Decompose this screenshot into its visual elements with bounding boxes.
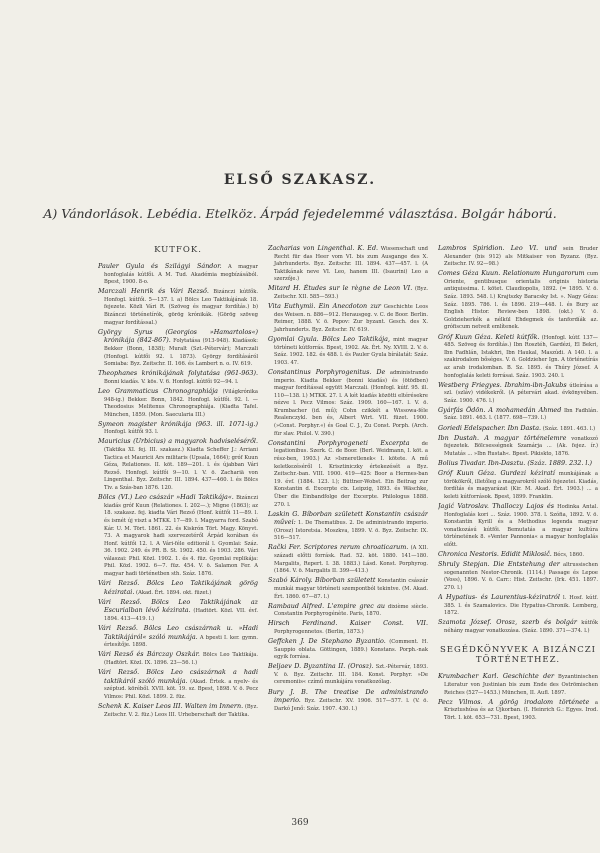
bibliography-entry bbox=[98, 263, 258, 287]
entry-author-title: Schenk K. Kaiser Leos III. Walten im Innern. bbox=[98, 701, 244, 710]
bibliography-entry bbox=[438, 699, 598, 723]
entry-author-title: Geffcken J. De Stephano Byzantio. bbox=[268, 637, 386, 645]
entry-details: administrando imperio. Kiadta Bekker (bonni kiadás) és (ötödben) magyar fordítással együtt Marczali. (Honfogl. kútf. 95. ill. 110—138. l.) MTKK. 27. l. A két kiadás közötti eltérésekre nézve l. Pecz Vilmos: Száz. 1909. 160—167. l. V. ö. Krumbacher (id. mű); Cohn czikkét a Wissowa-féle Realenczykl. ben és, Albert Wirt. VII. füzet. 1900. (»Const. Porphyr.«) és Goal C. J., Zu Const. Porph. (Arch. für slav. Philol. V. 390.) bbox=[274, 369, 428, 437]
bibliography-entry bbox=[268, 245, 428, 284]
entry-author-title: Vári Rezső. Bölcs Leo császárnak u. »Hadi Taktikájáról« szóló munkája. bbox=[98, 624, 258, 641]
entry-author-title: Vári Rezső és Bárczay Oszkár. bbox=[98, 650, 200, 659]
entry-details: munkájának a törökökről, illetőleg a magyarokról szóló fejezetei. Kiadás, fordítás és magyarázat (Kir. M. Akad. Ért. 1903.) ... a keleti kútforrások. Bpest, 1899. Franklin. bbox=[444, 471, 598, 500]
entry-author-title: Zacharias von Lingenthal. K. Ed. bbox=[268, 245, 379, 252]
bibliography-entry bbox=[98, 580, 258, 597]
bibliography-entry bbox=[98, 438, 258, 492]
bibliography-entry bbox=[98, 599, 258, 624]
bibliography-entry bbox=[438, 561, 598, 592]
bibliography-entry bbox=[438, 334, 598, 381]
bibliography-entry bbox=[268, 689, 428, 714]
entry-details: Konstantin császár munkái magyar történeti szempontból tekintve. (M. Akad. Ért. 1860. 67—87. l.) bbox=[274, 578, 428, 600]
entry-details: kútfők néhány magyar vonatkozása. (Száz. 1890. 371—374. l.) bbox=[444, 620, 598, 634]
entry-details: (Világkrónika 948-ig.) Bekker. Bonn, 1842. Honfogl. kútfői. 92. l. — Theodosius Melitenus Chronographiája. (Kiadta Tafel. München, 1859. (Mon. Saecularia III.) bbox=[104, 388, 258, 418]
section-title: ELSŐ SZAKASZ. bbox=[223, 172, 377, 188]
entry-details: sein Bruder Alexander (bis 912) als Mitkaiser von Byzanz. (Byz. Zeitschr. IV. 92—98.) bbox=[444, 246, 598, 268]
entry-author-title: Bölcs (VI.) Leo császár »Hadi Taktikája«. bbox=[98, 493, 234, 502]
bibliography-entry bbox=[438, 470, 598, 501]
entry-author-title: Mitard H. Études sur le règne de Leon VI. bbox=[268, 284, 413, 293]
entry-author-title: Szamota József. Orosz, szerb és bolgár bbox=[438, 618, 577, 627]
entry-author-title: Symeon magister krónikája (963. ill. 1071-ig.) bbox=[98, 419, 258, 428]
entry-author-title: Gyomlai Gyula. Bölcs Leo Taktikája, bbox=[268, 335, 390, 344]
entry-author-title: Szabó Károly. Bíborban született bbox=[268, 576, 376, 585]
bibliography-entry bbox=[438, 551, 598, 560]
column-2 bbox=[268, 245, 428, 820]
bibliography-entry bbox=[438, 673, 598, 697]
entry-details: mint magyar történeti kútforrás. Bpest, 1902. Ak. Ért. Ny. XVIII. 2. V. ö. Száz. 1902. 182. és 488. l. és Pauler Gyula bírálatát: Száz. 1903. 47. bbox=[274, 337, 428, 366]
bibliography-entry bbox=[98, 421, 258, 437]
entry-author-title: Vári Rezső. Bölcs Leo császárnak a hadi taktikáról szóló munkája. bbox=[98, 668, 258, 685]
entry-details: Byz. Zeitschr. XV. 1906. 517—577. l. (V. ö. Darkó Jenő: Száz. 1907. 430. l.) bbox=[274, 698, 428, 712]
entry-author-title: Vári Rezső. Bölcs Leo Taktikájának görög kéziratai. bbox=[98, 579, 258, 596]
entry-details: de legationibus. Szerk. C. de Boor. (Berl. Weidmann, I. köt. a rész-ben, 1903.) Az »Ismeretlenek« I. kötete. A mű keletkezéséről l. Krisztiniczky értekezését a Byz. Zeitschr.-ban. VIII. 1900. 419—425: Boor a Hermes-ban 19. évf. (1884. 123. l.); Büttner-Wobst. Ein Beitrag zur Konstantin d. Excerpte cix. Leipzig, 1893. és Wäschke, Über die Einbandfolge der Excerpte. Philologus 1888. 270. l. bbox=[274, 440, 428, 508]
entry-details: (Taktika XI. fej. III. szakasz.) Kiadta Scheffer J.: Arriani Tactica et Mauricii Ars militaris (Upsala, 1664); gróf Kuun Géza, Relationes. II. köt. 189—201. l. és újabban Vári Rezső. Honfogl. kútfői 9—10. l. V. ö. Zachariä von Lingenthal. Byz. Zeitschr. III. 1894. 437—460. l. és Bölcs Tiv. a Szás-ban 1876. 120. bbox=[104, 447, 258, 492]
entry-author-title: Gyárfás Ödön. A mohamedán Ahmed bbox=[438, 405, 562, 414]
entry-details: (Byz. Zeitschr. V. 2. füz.) Leos III. Urheberschaft der Taktika. bbox=[104, 703, 258, 718]
entry-details: Honfogl. kútfői 93. l. bbox=[104, 429, 159, 436]
bibliography-entry bbox=[438, 245, 598, 269]
bibliography-entry bbox=[268, 663, 428, 687]
entry-details: dixième siècle. Constantin Porphyrogénète. Paris, 1870. bbox=[274, 603, 428, 618]
entry-author-title: Pecz Vilmos. A görög irodalom története bbox=[438, 697, 590, 706]
entry-author-title: Krumbacher Karl. Geschichte der bbox=[438, 672, 555, 681]
bibliography-entry bbox=[268, 440, 428, 509]
entry-author-title: György Syrus (Georgios »Hamartolos«) krónikája (842-867). bbox=[98, 327, 258, 345]
entry-author-title: Constantini Porphyrogeneti Excerpta bbox=[268, 438, 410, 447]
entry-details: (Comment. H. Sauppio oblata. Göttingen, 1889.) Konstans. Porph.-nak egyik forrása. bbox=[274, 639, 428, 661]
entry-details: cum Oriente, gentibusque orientalis originis historia antiquissima. I. kötet. Claudiopolis, 1892. (= 1895. V. ö. Száz. 1893. 548. l.) Krajtszky Baracsky Ist. ». Nagy Géza: Száz. 1895. 786. l. és 1896. 219—448. l. és Bury az English Histor. Review-ben 1898. (okt.) V. ö. Goldzieherkék a nélkül Ehdegmek és tanfordíák az. grófiscum netveit említenek. bbox=[444, 271, 598, 331]
entry-details: Bölcs Leo Taktikája. (Hadtört. Közl. IX. 1896. 23—56. l.) bbox=[104, 652, 258, 666]
bibliography-entry bbox=[438, 270, 598, 332]
entry-details: Bizánczi kiadás gróf Kuun (Relationes. I. 202—.); Migne (1863); az 18. szakasz. fej. kiadta Vári Rezső (Honf. kútfői 11—89. l. és ismét új viszt a MTKK. 17—89. l. Magyarra ford. Szabó Kár. U. M. Tört. 1861. 22. és Kiskrón Tört. Magy. Könyvt. 73. A magyarok hadi szervezetéről Árpád korában és Honf. kútfői 12. l. A Vári-féle editiorál l. Gyomlai: Száz. 36. 1902. 249. és PR. B. St. 1902. 450. és 1903. 286. Vári válaszai: Phil. Közl. 1902. 1. és 4. füz. Gyomlai replikája: Phil. Közl. 1902. 6—7. füz. 454. V. ö. Salamon Fer. A magyar hadi történetben sth. Száz. 1876. bbox=[104, 495, 258, 578]
section-heading: KÚTFŐK. bbox=[154, 245, 202, 255]
bibliography-entry bbox=[268, 511, 428, 543]
entry-author-title: Marczali Henrik és Vári Rezső. bbox=[98, 287, 209, 296]
entry-details: (Hadtört. Közl. VII. évf. 1894. 413—419. l.) bbox=[104, 608, 258, 623]
entry-author-title: Rački Fer. Scriptores rerum chroaticarum. bbox=[268, 543, 409, 552]
entry-details: altrussischen sogenannten Nestor-Chronik. (1114.) Passage és Lepoe (Voss), 1896. V. ö. Carr.: Hist. Zeitschr. (Irk. 451. 1897. 270. l.) bbox=[444, 562, 598, 591]
column-1 bbox=[98, 245, 258, 820]
entry-author-title: Gróf Kuun Géza. Keleti kútfők. bbox=[438, 332, 540, 341]
entry-details: Hodinka Antal. Honfoglalás kori ... Száz. 1900. 378. l. Szófia, 1892. V. ö. Konstantin Kyrill és a Methodius legenda magyar vonatkozású kútfői. Bemutatás a magyar kultúra történetének 8. »Venter Pannonia« a magyar honfoglalás előtt. bbox=[444, 503, 598, 548]
entry-author-title: Vita Euthymii. Ein Anecdoton zur bbox=[268, 302, 381, 311]
bibliography-entry bbox=[268, 638, 428, 662]
bibliography-entry bbox=[438, 619, 598, 635]
entry-details: A magyar honfoglalás kútfői. A M. Tud. Akadémia megbízásából. Bpest, 1900. 8-o. bbox=[104, 264, 258, 286]
bibliography-entry bbox=[98, 703, 258, 719]
bibliography-entry bbox=[438, 435, 598, 459]
entry-author-title: Chronica Nestoris. Edidit Miklosič. bbox=[438, 549, 552, 558]
bibliography-entry bbox=[438, 503, 598, 550]
entry-author-title: Laskin G. Bíborban született Konstantin császár művei: bbox=[268, 509, 428, 527]
entry-details: (Száz. 1891. 463. l.) bbox=[542, 425, 596, 432]
entry-details: Bécs, 1860. bbox=[553, 551, 585, 558]
entry-details: Bizánczi kútfők. Honfogl. kútfői. 5—137. l. a) Bölcs Leo Taktikájának 18. fejezete. Közli Vári R. (Szöveg és magyar fordítás.) b) Bizánczi történetírók, görög krónikák. (Görög szöveg magyar fordítással.) bbox=[104, 289, 258, 326]
entry-author-title: Pauler Gyula és Szilágyi Sándor. bbox=[98, 262, 222, 270]
bibliography-entry bbox=[268, 285, 428, 301]
entry-author-title: A Hypatius- és Laurentius-kéziratról bbox=[438, 592, 560, 601]
section-subtitle: A) Vándorlások. Lebédia. Etelköz. Árpád fejedelemmé választása. Bolgár háború. bbox=[43, 206, 557, 221]
bibliography-entry bbox=[438, 460, 598, 469]
entry-author-title: Bolius Tivadar. Ibn-Dasztu. (Száz. 1889. 232. l.) bbox=[438, 458, 592, 467]
entry-details: A bpesti I. ker. gymn. értesítője. 1898. bbox=[104, 634, 258, 649]
entry-author-title: Hirsch Ferdinand. Kaiser Const. VII. bbox=[268, 619, 428, 628]
bibliography-entry bbox=[98, 625, 258, 650]
entry-details: Folytatása (913-948). Kiadások: Bekker (Bonn, 1838); Muralt (Szt.-Pétervár); Marczali (Honfogl. kútfői 92. l. 1873). György fordításáról Somiaba: Byz. Zeitschr. II. 166. és Lambert n. o. IV. 619. bbox=[104, 338, 258, 368]
entry-author-title: Mauricius (Urbicius) a magyarok hadviseléséről. bbox=[98, 437, 258, 446]
section-heading: SEGÉDKÖNYVEK A BIZÁNCZI TÖRTÉNETHEZ. bbox=[439, 645, 597, 666]
bibliography-entry bbox=[98, 494, 258, 579]
bibliography-entry bbox=[98, 288, 258, 327]
bibliography-entry bbox=[98, 651, 258, 667]
bibliography-entry bbox=[268, 544, 428, 575]
entry-details: Wissenschaft und Recht für das Heer vom VI. bis zum Ausgange des X. Jahrhunderts. Byz. Zeitschr. III. 1894. 437—457. l. (A Taktikának neve VI. Leo, hanem III. (Isaurini) Leo a szerzője.) bbox=[274, 246, 428, 283]
entry-author-title: Beljaev D. Byzantina II. (Orosz). bbox=[268, 662, 374, 671]
entry-details: (A XII. századi előtti forrásk. Rad. 52. köt. 1880. 141—180. Margalits, Repert. I. 38. 1883.) Lásd. Konst. Porphyrog. (1864. V. ö. Margalits II. 399—413.) bbox=[274, 545, 428, 575]
bibliography-entry bbox=[98, 329, 258, 369]
bibliography-entry bbox=[438, 594, 598, 618]
page-number: 369 bbox=[291, 818, 309, 828]
entry-details: Geschichte Leos des Weisen. n. 886—912. Herausgeg. v. C. de Boor. Berlin. Reimer, 1888. V. ö. Popov: Zur byzant. Gesch. des X. Jahrhunderts. Byz. Zeitschr. IV. 619. bbox=[274, 304, 428, 333]
entry-author-title: Vári Rezső. Bölcs Leo Taktikájának az Escurialban lévő kézirata. bbox=[98, 597, 258, 615]
bibliography-entry bbox=[268, 303, 428, 334]
bibliography-entry bbox=[98, 388, 258, 419]
bibliography-entry bbox=[438, 425, 598, 434]
column-3 bbox=[438, 245, 598, 820]
bibliography-entry bbox=[268, 336, 428, 367]
bibliography-entry bbox=[98, 370, 258, 386]
bibliography-entry bbox=[268, 369, 428, 438]
bibliography-entry bbox=[268, 620, 428, 636]
entry-author-title: Theophanes krónikájának folytatása (961-963). bbox=[98, 369, 258, 378]
entry-author-title: Ibn Dustah. A magyar történelemre bbox=[438, 433, 567, 442]
entry-details: Byzantinischen Literatur von Justinian bis zum Ende des Oströmischen Reiches (527—1453.) München, II. Aufl. 1897. bbox=[444, 674, 598, 696]
bibliography-entry bbox=[268, 577, 428, 601]
entry-details: útleírása a szl. (szláv) vidékekről. (A pétervári akad. évkönyvében. Száz. 1900. 476. l.) bbox=[444, 382, 598, 404]
entry-details: (Akad. Ért. 1894. okt. füzet.) bbox=[136, 589, 212, 596]
entry-author-title: Shruly Stepjan. Die Entstehung der bbox=[438, 560, 560, 569]
entry-details: Porphyrogennetos. (Berlin, 1873.) bbox=[274, 628, 364, 635]
entry-author-title: Rambaud Alfred. L'empire grec au bbox=[268, 601, 386, 610]
entry-details: (Honfogl. kútf. 137—485. Szöveg és fordítás.) Ibn Rosztéh, Gardézi, El Bekri, Ibn Fadhlán, Istakhri, Ibn Haukal, Maszúdi. A 140. l. a szakirodalom bőséges. V. ö. Goldzieher Ign. A történetírás az arab irodalomban. B. Sz. 1895. és Thúry József. A honfoglalás keleti forrásai. Száz. 1903. 240. l. bbox=[444, 334, 598, 379]
entry-author-title: Bury J. B. The treatise De administrando imperio. bbox=[268, 687, 428, 705]
entry-author-title: Jagić Vatroslav. Thalloczy Lajos és bbox=[438, 501, 555, 510]
entry-details: 1. De Thematibus. 2. De administrando imperio. (Orosz) Istoretsia. Moszkva, 1899. V. ö. Byz. Zeitschr. IX. 516—517. bbox=[274, 520, 428, 542]
entry-details: vonatkozó fejezetek. Bölcsességnek Szamárja ... (Ak. fejez. ír.) Mutatás ... »Ibn Rustah«. Bpest. Pikiskto, 1876. bbox=[444, 435, 598, 457]
entry-author-title: Leo Grammaticus Chronographiája bbox=[98, 386, 218, 395]
entry-details: Szt.-Pétervár, 1893. V. ö. Byz. Zeitschr. III. 184. Konst. Porphyr. »De ceremoniis« czímű munkájára vonatkozólag. bbox=[274, 664, 428, 686]
entry-author-title: Goriedi Edelspacher. Ibn Dasta. bbox=[438, 423, 542, 432]
entry-details: a Krisztushúsa és az Újkorban. (I. Heinrich G.: Egyes. Irod. Tört. I. köt. 653—731. Bpest, 1903. bbox=[444, 699, 598, 721]
entry-author-title: Lambros Spiridion. Leo VI. und bbox=[438, 245, 557, 252]
entry-details: Bonni kiadás. V. kös. V. 6. Honfogl. kútfői 92—94. l. bbox=[104, 378, 239, 385]
bibliography-entry bbox=[438, 407, 598, 423]
entry-author-title: Westberg Friegyes. Ibrahim-ibn-Jakubs bbox=[438, 380, 567, 389]
bibliography-entry bbox=[268, 603, 428, 619]
entry-author-title: Gróf Kuun Géza. Gurdezi kéziratí bbox=[438, 469, 555, 478]
bibliography-entry bbox=[438, 382, 598, 406]
entry-author-title: Constantinus Porphyrogenitus. De bbox=[268, 367, 386, 376]
entry-details: (Byz. Zeitschr. XII. 585—593.) bbox=[274, 286, 428, 301]
entry-details: l. Hosf. kútf. 385. l. és Szamalovics. Die Hypatius-Chronik. Lemberg, 1872. bbox=[444, 594, 598, 617]
bibliography-entry bbox=[98, 669, 258, 701]
entry-author-title: Comes Géza Kuun. Relationum Hungarorum bbox=[438, 269, 585, 278]
entry-details: (Akad. Értek. a nyelv- és széptud. köréből. XVII. köt. 19. sz. Bpest, 1898. V. ö. Pecz Vilmos: Phil. Közl. 1899. 2. füz. bbox=[104, 678, 258, 700]
entry-details: Ibn Fadhlán. Száz. 1891. 463. l. (1877. 698—739. l.) bbox=[444, 407, 598, 422]
